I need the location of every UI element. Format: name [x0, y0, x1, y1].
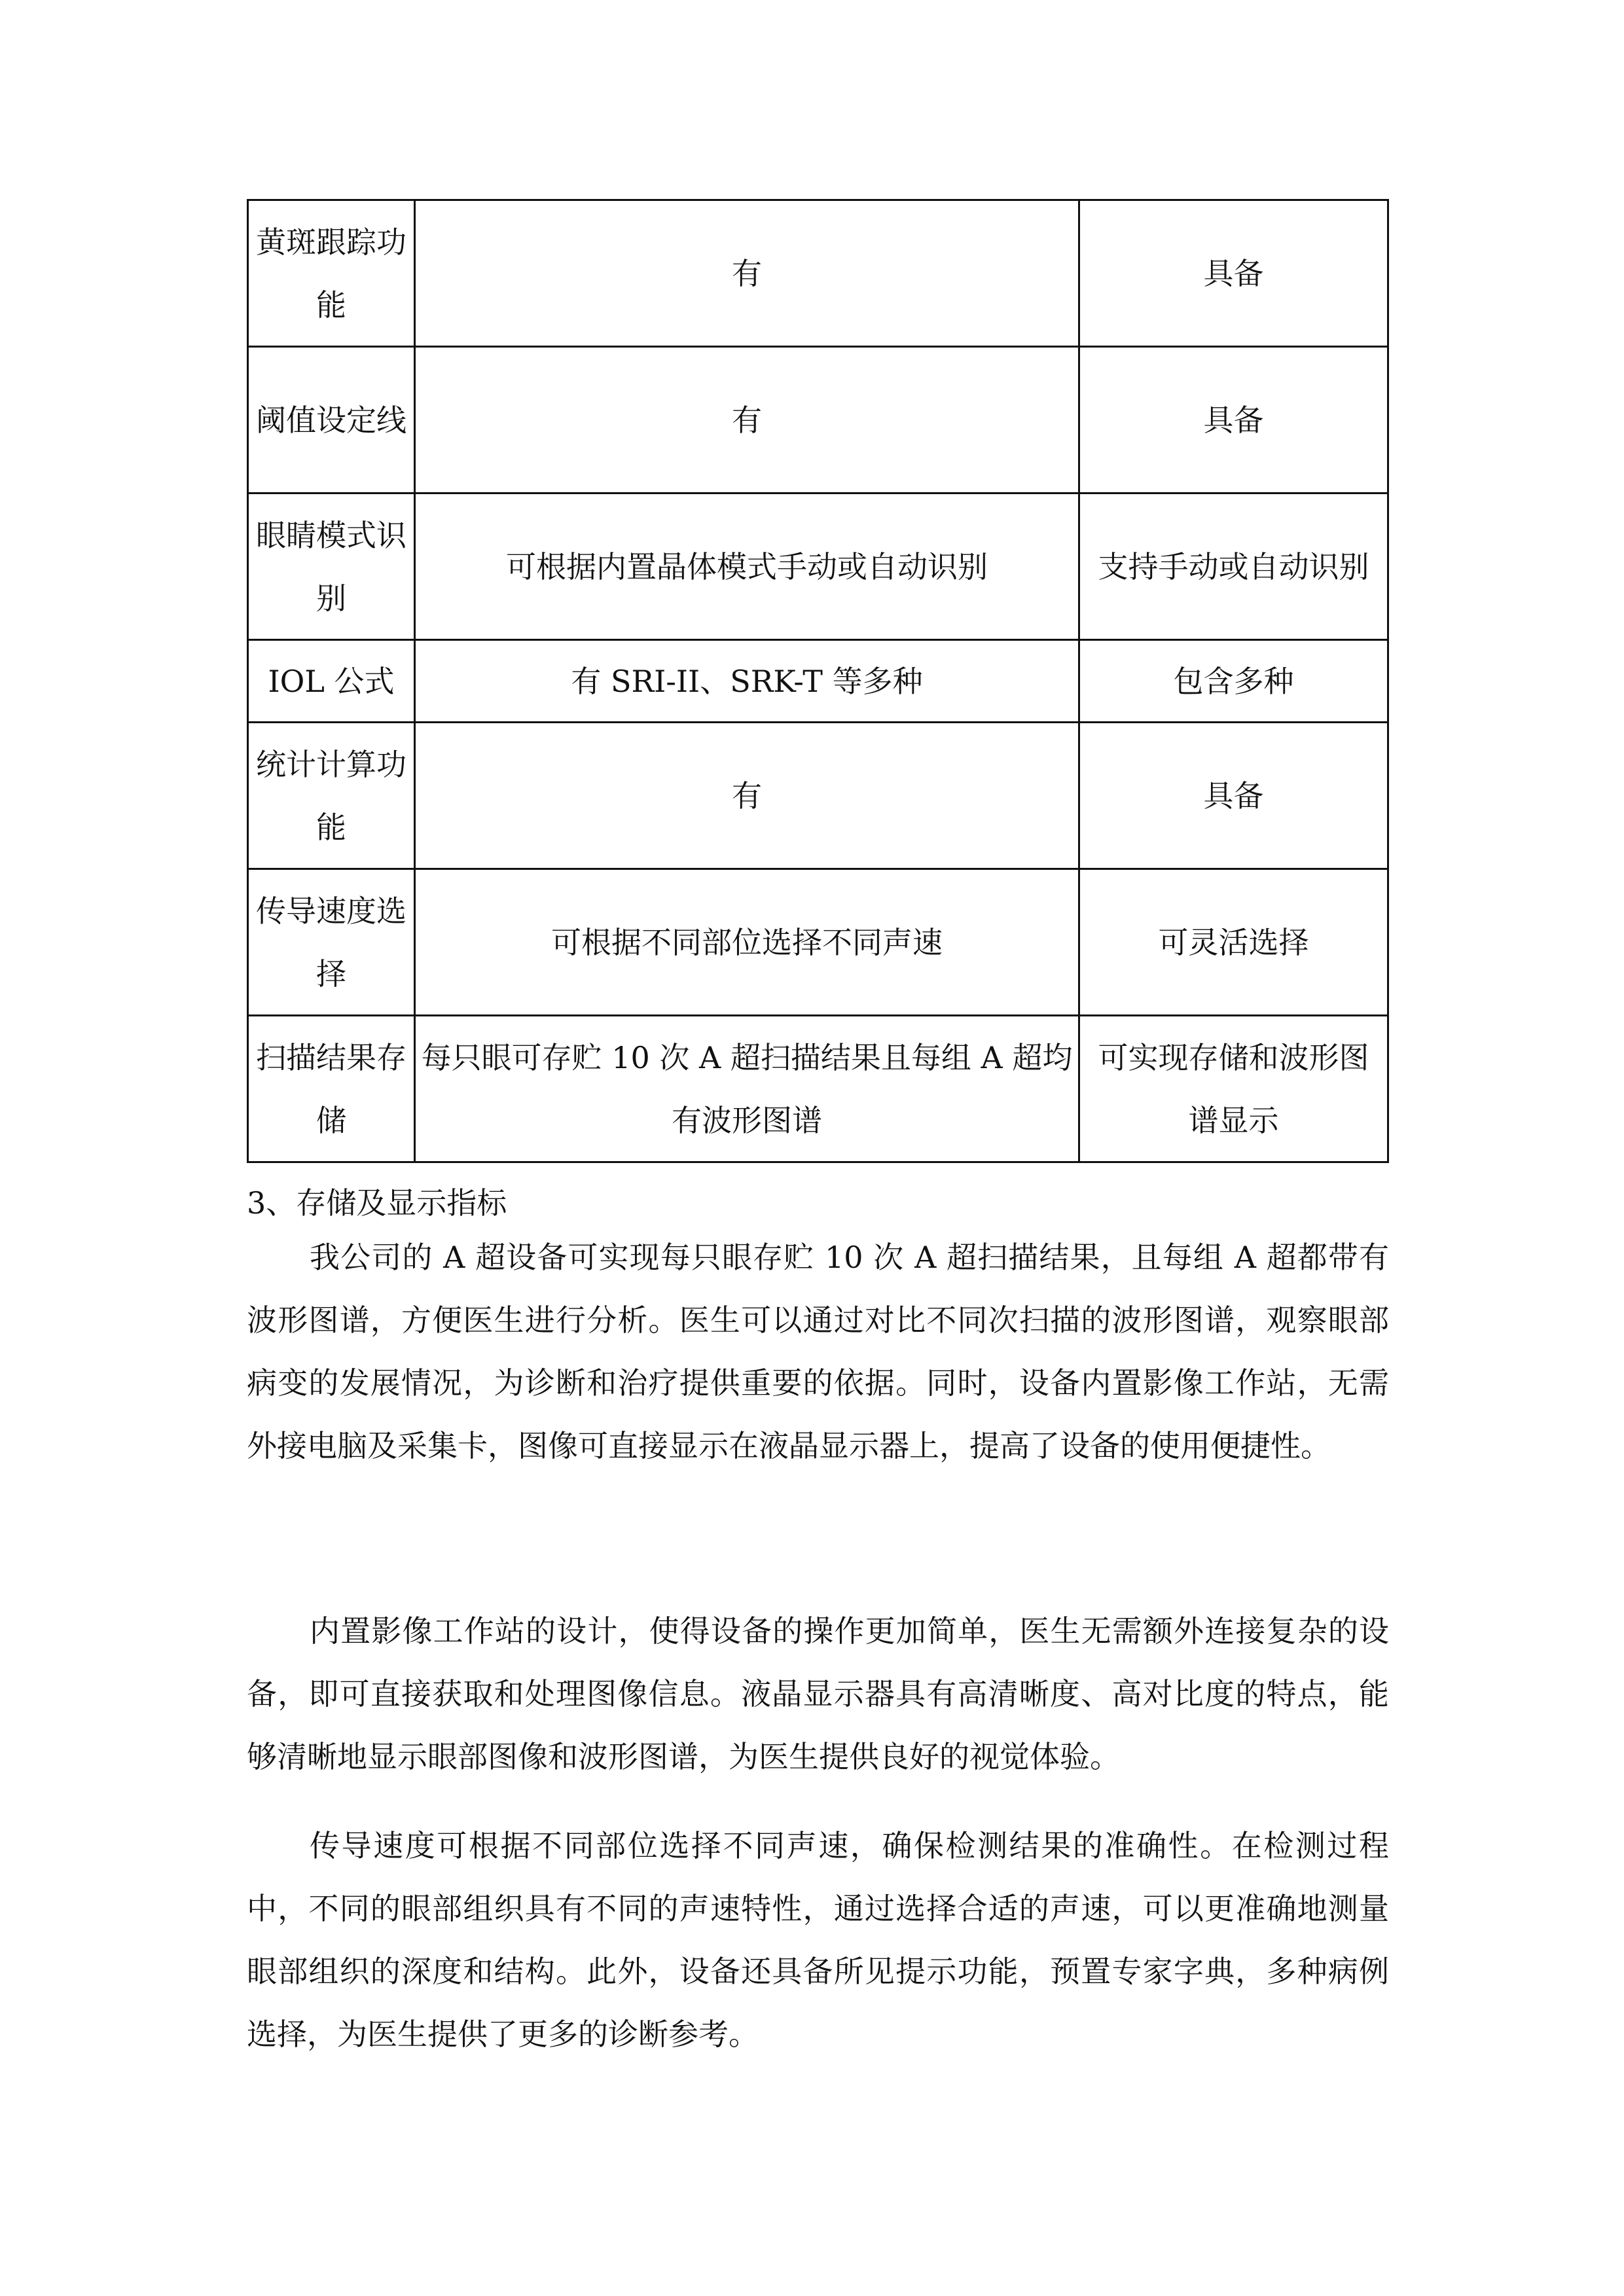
spec-cell: 每只眼可存贮 10 次 A 超扫描结果且每组 A 超均有波形图谱 — [415, 1016, 1079, 1162]
response-cell: 具备 — [1079, 347, 1388, 493]
spec-cell: 可根据内置晶体模式手动或自动识别 — [415, 493, 1079, 640]
table-row — [248, 347, 1388, 493]
item-cell: 眼睛模式识别 — [248, 493, 415, 640]
table-row — [248, 200, 1388, 347]
paragraph: 传导速度可根据不同部位选择不同声速，确保检测结果的准确性。在检测过程中，不同的眼部组织具有不同的声速特性，通过选择合适的声速，可以更准确地测量眼部组织的深度和结构。此外，设备还具备所见提示功能，预置专家字典，多种病例选择，为医生提供了更多的诊断参考。 — [247, 1828, 1389, 2052]
item-cell: 黄斑跟踪功能 — [248, 200, 415, 347]
item-cell: 统计计算功能 — [248, 723, 415, 869]
response-cell: 包含多种 — [1079, 640, 1388, 723]
spec-table — [247, 199, 1389, 1163]
section-heading: 3、存储及显示指标 — [247, 1185, 507, 1221]
spec-cell: 有 — [415, 723, 1079, 869]
item-cell: 扫描结果存储 — [248, 1016, 415, 1162]
paragraph: 我公司的 A 超设备可实现每只眼存贮 10 次 A 超扫描结果，且每组 A 超都带有波形图谱，方便医生进行分析。医生可以通过对比不同次扫描的波形图谱，观察眼部病变的发展情况，为诊断和治疗提供重要的依据。同时，设备内置影像工作站，无需外接电脑及采集卡，图像可直接显示在液晶显示器上，提高了设备的使用便捷性。 — [247, 1240, 1389, 1463]
paragraph: 内置影像工作站的设计，使得设备的操作更加简单，医生无需额外连接复杂的设备，即可直接获取和处理图像信息。液晶显示器具有高清晰度、高对比度的特点，能够清晰地显示眼部图像和波形图谱，为医生提供良好的视觉体验。 — [247, 1613, 1389, 1774]
spec-cell: 有 — [415, 347, 1079, 493]
spec-cell: 有 — [415, 200, 1079, 347]
table-row — [248, 1016, 1388, 1162]
response-cell: 具备 — [1079, 723, 1388, 869]
response-cell: 具备 — [1079, 200, 1388, 347]
item-cell: IOL 公式 — [248, 640, 415, 723]
item-cell: 阈值设定线 — [248, 347, 415, 493]
response-cell: 支持手动或自动识别 — [1079, 493, 1388, 640]
response-cell: 可实现存储和波形图谱显示 — [1079, 1016, 1388, 1162]
table-row — [248, 723, 1388, 869]
item-cell: 传导速度选择 — [248, 869, 415, 1016]
table-row — [248, 493, 1388, 640]
response-cell: 可灵活选择 — [1079, 869, 1388, 1016]
table-row — [248, 869, 1388, 1016]
table-row — [248, 640, 1388, 723]
spec-cell: 可根据不同部位选择不同声速 — [415, 869, 1079, 1016]
spec-cell: 有 SRI-II、SRK-T 等多种 — [415, 640, 1079, 723]
